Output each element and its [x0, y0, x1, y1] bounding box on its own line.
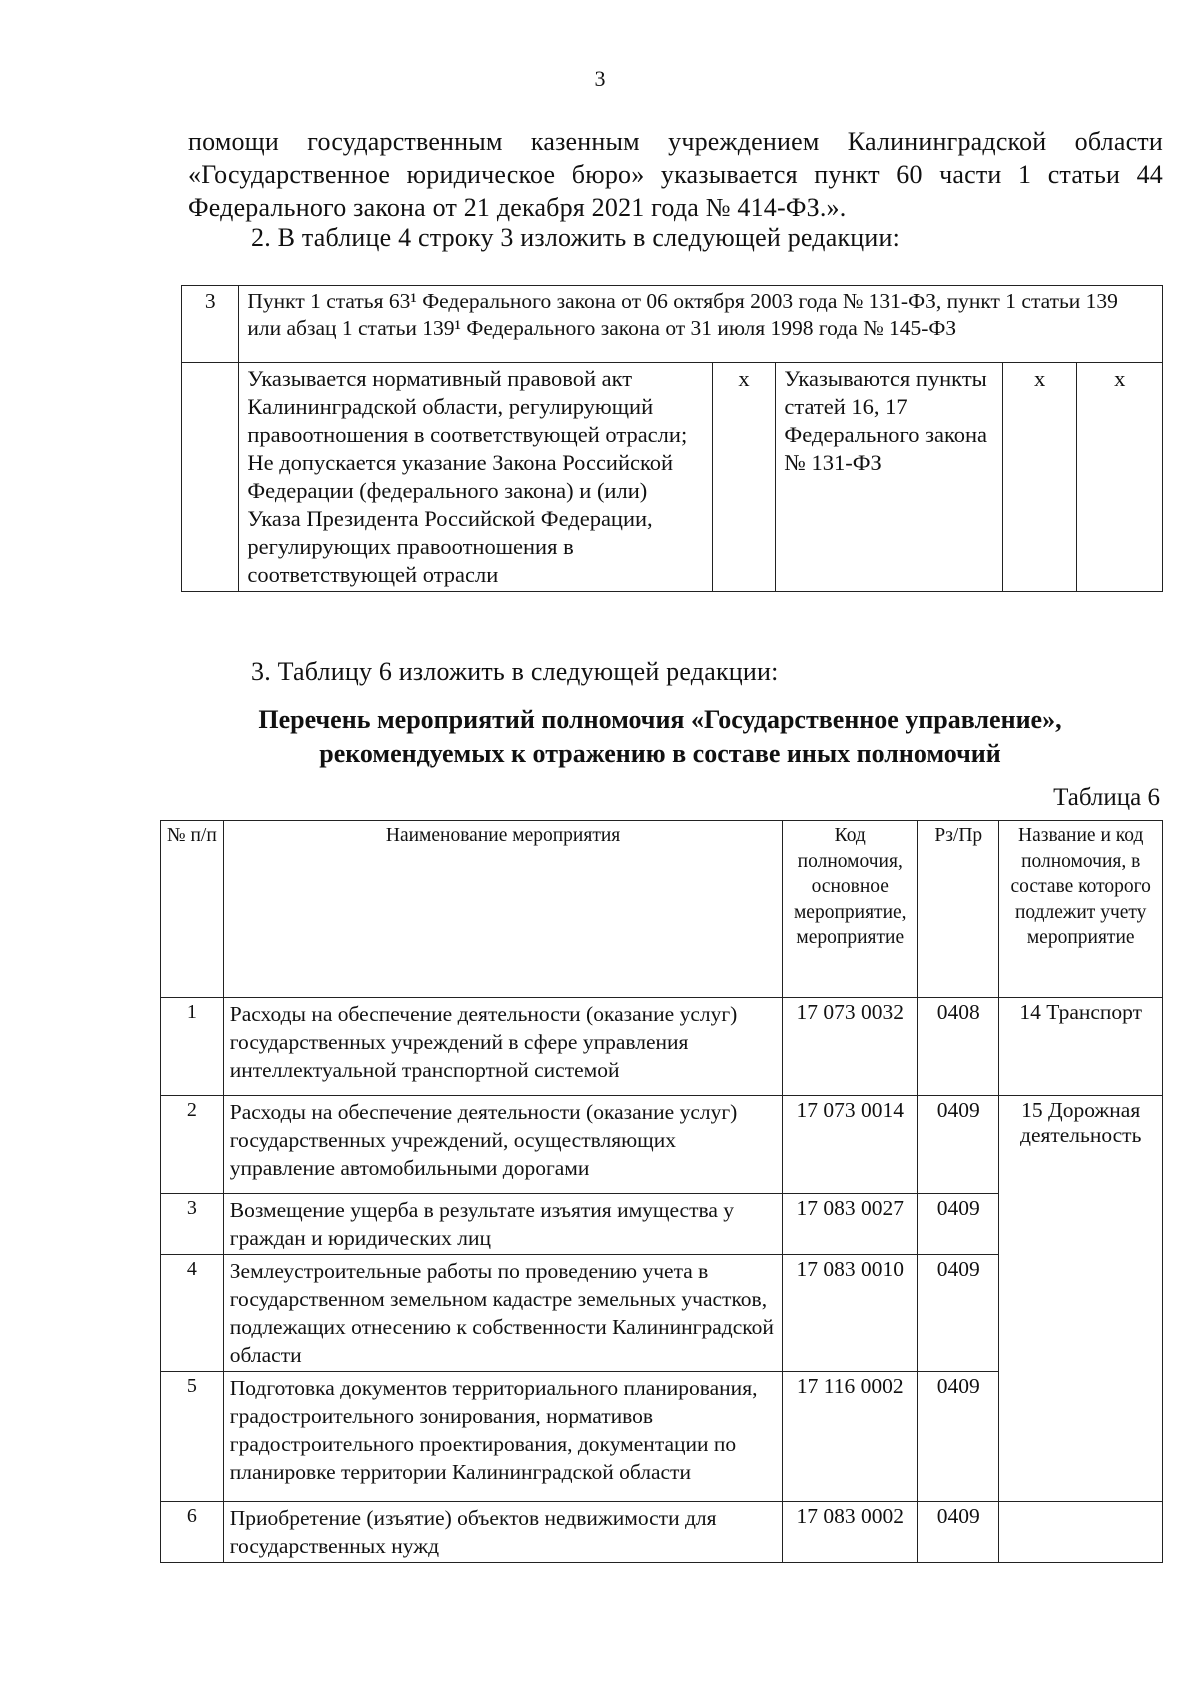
table4-legal-basis: Пункт 1 статья 63¹ Федерального закона от 06 октября 2003 года № 131-ФЗ, пункт 1 статьи 139 или абзац 1 статьи 139¹ Федерального закона от 31 июля 1998 года № 145-ФЗ: [239, 286, 1163, 363]
row-rzpr: 0409: [918, 1372, 999, 1502]
row-code: 17 083 0002: [783, 1502, 918, 1563]
header-rzpr: Рз/Пр: [918, 821, 999, 998]
page-number: 3: [594, 66, 606, 91]
row-num: 4: [161, 1255, 224, 1372]
table4-col4: х: [1002, 363, 1077, 592]
row-rzpr: 0408: [918, 998, 999, 1096]
header-power: Название и код полномочия, в составе которого подлежит учету мероприятие: [999, 821, 1163, 998]
paragraph-item-2: 2. В таблице 4 строку 3 изложить в следующей редакции:: [251, 223, 901, 252]
table-6: [160, 820, 1163, 1563]
table-row: [182, 286, 1163, 363]
table4-col1: Указывается нормативный правовой акт Калининградской области, регулирующий правоотношения в соответствующей отрасли; Не допускается указание Закона Российской Федерации (федерального закона) и (или) Указа Президента Российской Федерации, регулирующих правоотношения в соответствующей отрасли: [239, 363, 712, 592]
row-num: 6: [161, 1502, 224, 1563]
table-row: [182, 363, 1163, 592]
table4-col5: х: [1077, 363, 1163, 592]
row-rzpr: 0409: [918, 1194, 999, 1255]
row-rzpr: 0409: [918, 1096, 999, 1194]
row-name: Приобретение (изъятие) объектов недвижимости для государственных нужд: [223, 1502, 783, 1563]
row-code: 17 073 0032: [783, 998, 918, 1096]
table-4-row-3: [181, 285, 1163, 592]
row-power: [999, 1502, 1163, 1563]
table-row: [161, 1502, 1163, 1563]
row-name: Расходы на обеспечение деятельности (оказание услуг) государственных учреждений в сфере управления интеллектуальной транспортной системой: [223, 998, 783, 1096]
row-num: 3: [161, 1194, 224, 1255]
header-name: Наименование мероприятия: [223, 821, 783, 998]
header-num: № п/п: [161, 821, 224, 998]
row-rzpr: 0409: [918, 1255, 999, 1372]
row-power: 14 Транспорт: [999, 998, 1163, 1096]
row-num: 5: [161, 1372, 224, 1502]
table4-col3: Указываются пункты статей 16, 17 Федерального закона № 131-ФЗ: [776, 363, 1002, 592]
empty-cell: [182, 363, 239, 592]
table-header-row: [161, 821, 1163, 998]
row-code: 17 083 0010: [783, 1255, 918, 1372]
row-code: 17 083 0027: [783, 1194, 918, 1255]
table-row: [161, 1096, 1163, 1194]
row-name: Расходы на обеспечение деятельности (оказание услуг) государственных учреждений, осуществляющих управление автомобильными дорогами: [223, 1096, 783, 1194]
row-rzpr: 0409: [918, 1502, 999, 1563]
table-row: [161, 998, 1163, 1096]
paragraph-item-3: 3. Таблицу 6 изложить в следующей редакции:: [251, 657, 779, 686]
list-heading: Перечень мероприятий полномочия «Государственное управление», рекомендуемых к отражению в составе иных полномочий: [258, 705, 1062, 768]
row-number: 3: [182, 286, 239, 363]
row-name: Подготовка документов территориального планирования, градостроительного зонирования, нормативов градостроительного проектирования, документации по планировке территории Калининградской области: [223, 1372, 783, 1502]
paragraph-continuation: помощи государственным казенным учреждением Калининградской области «Государственное юридическое бюро» указывается пункт 60 части 1 статьи 44 Федерального закона от 21 декабря 2021 года № 414-ФЗ.».: [188, 127, 1163, 222]
row-code: 17 116 0002: [783, 1372, 918, 1502]
row-num: 2: [161, 1096, 224, 1194]
row-code: 17 073 0014: [783, 1096, 918, 1194]
row-name: Землеустроительные работы по проведению учета в государственном земельном кадастре земельных участков, подлежащих отнесению к собственности Калининградской области: [223, 1255, 783, 1372]
table-caption: Таблица 6: [1053, 784, 1160, 811]
header-code: Код полномочия, основное мероприятие, мероприятие: [783, 821, 918, 998]
row-name: Возмещение ущерба в результате изъятия имущества у граждан и юридических лиц: [223, 1194, 783, 1255]
row-power-merged: 15 Дорожная деятельность: [999, 1096, 1163, 1502]
row-num: 1: [161, 998, 224, 1096]
table4-col2: х: [712, 363, 776, 592]
